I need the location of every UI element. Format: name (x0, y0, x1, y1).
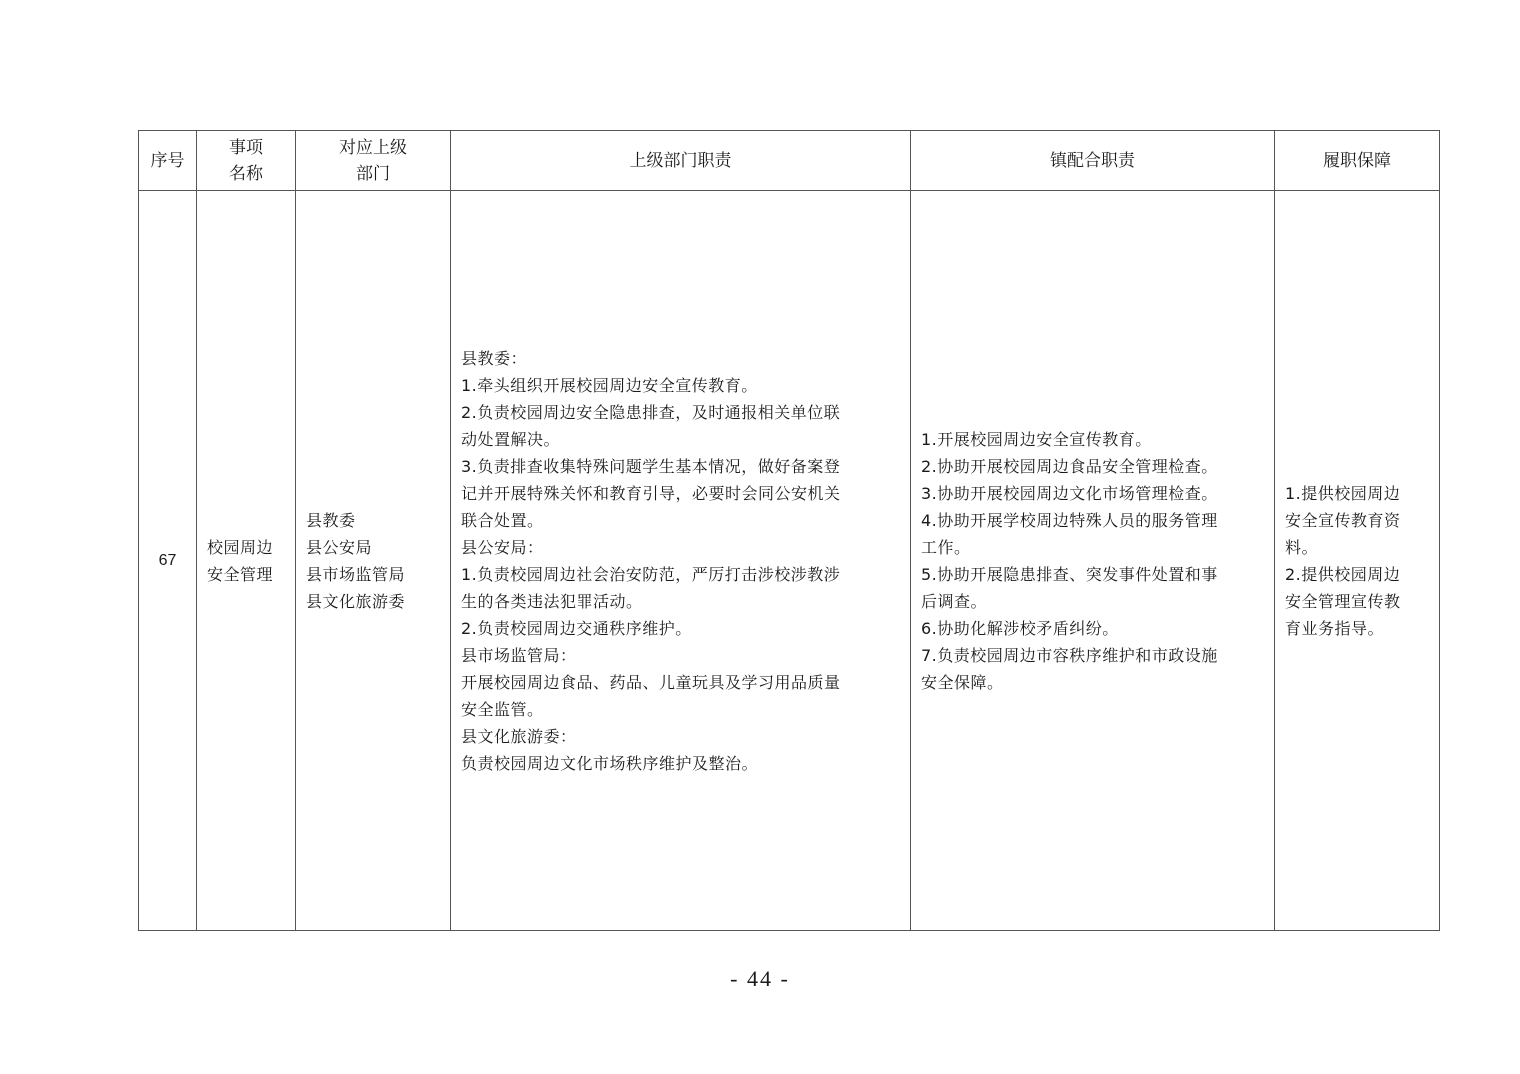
cell-line: 县公安局 (306, 537, 373, 557)
cell-line: 生的各类违法犯罪活动。 (461, 591, 643, 611)
cell-line: 记并开展特殊关怀和教育引导，必要时会同公安机关 (461, 483, 841, 503)
cell-line: 育业务指导。 (1285, 618, 1385, 638)
cell-dept (296, 191, 451, 931)
header-guarantee: 履职保障 (1275, 131, 1440, 191)
cell-line: 县市场监管局 (306, 564, 406, 584)
header-upper-duty: 上级部门职责 (451, 131, 911, 191)
cell-line: 县公安局： (461, 537, 544, 557)
cell-line: 县文化旅游委： (461, 726, 577, 746)
header-seq: 序号 (139, 131, 197, 191)
cell-line: 县市场监管局： (461, 645, 577, 665)
cell-upper-duty (451, 191, 911, 931)
cell-line: 3.协助开展校园周边文化市场管理检查。 (921, 483, 1218, 503)
header-row (139, 131, 1440, 191)
cell-line: 负责校园周边文化市场秩序维护及整治。 (461, 753, 759, 773)
cell-line: 7.负责校园周边市容秩序维护和市政设施 (921, 645, 1218, 665)
cell-line: 1.牵头组织开展校园周边安全宣传教育。 (461, 375, 758, 395)
header-town-duty: 镇配合职责 (911, 131, 1275, 191)
cell-line: 1.提供校园周边 (1285, 483, 1401, 503)
cell-line: 安全监管。 (461, 699, 544, 719)
header-item-line: 名称 (229, 163, 263, 183)
header-item-line: 事项 (229, 137, 263, 157)
cell-line: 5.协助开展隐患排查、突发事件处置和事 (921, 564, 1218, 584)
cell-line: 2.协助开展校园周边食品安全管理检查。 (921, 456, 1218, 476)
header-dept-line: 对应上级 (339, 137, 407, 157)
cell-line: 2.提供校园周边 (1285, 564, 1401, 584)
cell-line: 联合处置。 (461, 510, 544, 530)
header-dept (296, 131, 451, 191)
cell-item (197, 191, 296, 931)
cell-line: 动处置解决。 (461, 429, 561, 449)
cell-line: 3.负责排查收集特殊问题学生基本情况，做好备案登 (461, 456, 841, 476)
cell-town-duty (911, 191, 1275, 931)
cell-line: 安全管理宣传教 (1285, 591, 1401, 611)
cell-line: 6.协助化解涉校矛盾纠纷。 (921, 618, 1119, 638)
page-number: - 44 - (730, 966, 790, 991)
cell-line: 2.负责校园周边安全隐患排查，及时通报相关单位联 (461, 402, 841, 422)
cell-line: 1.开展校园周边安全宣传教育。 (921, 429, 1152, 449)
cell-line: 开展校园周边食品、药品、儿童玩具及学习用品质量 (461, 672, 841, 692)
table-row (139, 191, 1440, 931)
header-item (197, 131, 296, 191)
cell-line: 2.负责校园周边交通秩序维护。 (461, 618, 692, 638)
cell-line: 后调查。 (921, 591, 988, 611)
table-header (139, 131, 1440, 191)
cell-line: 安全宣传教育资 (1285, 510, 1401, 530)
cell-line: 1.负责校园周边社会治安防范，严厉打击涉校涉教涉 (461, 564, 841, 584)
cell-seq: 67 (139, 191, 197, 931)
cell-line: 料。 (1285, 537, 1319, 557)
header-dept-line: 部门 (356, 163, 390, 183)
cell-guarantee (1275, 191, 1440, 931)
cell-line: 4.协助开展学校周边特殊人员的服务管理 (921, 510, 1218, 530)
cell-line: 县教委 (306, 510, 356, 530)
cell-line: 安全保障。 (921, 672, 1004, 692)
cell-line: 安全管理 (207, 564, 274, 584)
duty-table (138, 130, 1440, 931)
cell-line: 工作。 (921, 537, 971, 557)
cell-line: 校园周边 (207, 537, 274, 557)
cell-line: 县文化旅游委 (306, 591, 406, 611)
cell-line: 县教委： (461, 348, 528, 368)
